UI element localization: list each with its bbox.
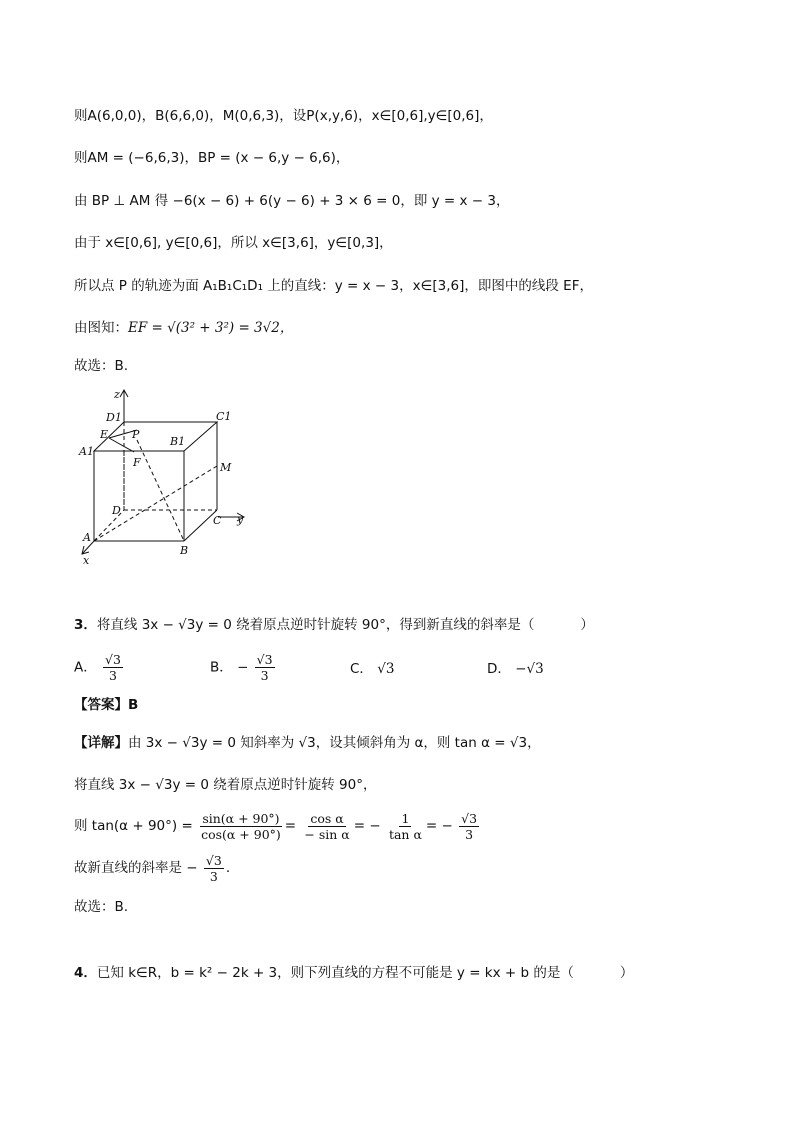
option-a-num: √3: [105, 652, 121, 667]
option-a-den: 3: [109, 668, 117, 683]
label-A: A: [83, 531, 91, 544]
option-b-label: B．: [210, 659, 233, 676]
detail3-prefix: 则 tan(α + 90°) =: [74, 818, 193, 834]
option-d[interactable]: [487, 659, 544, 679]
answer-tag: 【答案】: [74, 697, 128, 713]
q3-text: 将直线 3x − √3y = 0 绕着原点逆时针旋转 90°，得到新直线的斜率是（: [96, 617, 535, 633]
detail-tag: 【详解】: [74, 735, 128, 751]
f5-num: √3: [205, 852, 222, 868]
q4-number: 4．: [74, 965, 97, 981]
detail-line-1: [74, 733, 541, 753]
q3-close: ）: [580, 617, 594, 633]
f3-num: 1: [401, 810, 410, 826]
detail4-suffix: .: [225, 860, 231, 876]
f4-den: 3: [465, 826, 474, 842]
q3-stem: [74, 615, 594, 635]
label-P: P: [132, 428, 140, 441]
solution-line-2: 则AM = (−6,6,3)，BP = (x − 6,y − 6,6)，: [74, 150, 350, 166]
label-B: B: [180, 544, 189, 557]
solution-line-5: 所以点 P 的轨迹为面 A₁B₁C₁D₁ 上的直线：y = x − 3，x∈[3,6]，即图中的线段 EF，: [74, 278, 593, 294]
option-b-den: 3: [260, 668, 269, 683]
q4-text: 已知 k∈R，b = k² − 2k + 3，则下列直线的方程不可能是 y = kx + b 的是（: [96, 965, 574, 981]
detail-text-1: 由 3x − √3y = 0 知斜率为 √3，设其倾斜角为 α，则 tan α = √3，: [128, 735, 541, 751]
detail-line-4: [74, 850, 230, 886]
option-b-sign: −: [237, 659, 249, 676]
f1-den: cos(α + 90°): [201, 826, 281, 842]
line6-expr: EF = √(3² + 3²) = 3√2，: [128, 320, 294, 336]
q4-stem: [74, 963, 633, 983]
option-c-label: C．: [350, 661, 373, 677]
answer-line: [74, 695, 138, 715]
label-z: z: [114, 388, 120, 401]
solution-line-4: 由于 x∈[0,6], y∈[0,6]，所以 x∈[3,6]，y∈[0,3]，: [74, 235, 393, 251]
solution-line-1: 则A(6,0,0)，B(6,6,0)，M(0,6,3)，设P(x,y,6)，x∈[0,6],y∈[0,6]，: [74, 108, 493, 124]
label-y: y: [237, 513, 244, 526]
detail4-prefix: 故新直线的斜率是 −: [74, 860, 198, 876]
option-c-value: √3: [377, 661, 395, 677]
detail-line-3: 则 tan(α + 90°) = $\frac{\sin(\alpha + 90^\circ)}{\cos(\alpha + 90^\circ)}$ = $\frac{\text{cos α}}{\text{− sin α}}$ = − $\frac{1}{\text{tan α}}$ = − $\frac{√3}{3}$: [74, 810, 478, 842]
f3-den: tan α: [388, 826, 422, 842]
label-F: F: [133, 456, 141, 469]
line6-prefix: 由图知：: [74, 320, 128, 336]
q4-close: ）: [619, 965, 634, 981]
option-c[interactable]: [350, 659, 394, 679]
label-A1: A1: [79, 445, 94, 458]
f2-den: − sin α: [304, 826, 350, 842]
option-a[interactable]: [74, 652, 125, 683]
f5-den: 3: [209, 868, 218, 884]
answer-value: B: [128, 697, 139, 713]
option-b[interactable]: [210, 652, 277, 683]
label-D: D: [112, 504, 121, 517]
label-C1: C1: [216, 410, 232, 423]
f2-num: cos α: [310, 810, 344, 826]
solution-line-6: [74, 318, 293, 338]
label-M: M: [220, 461, 232, 474]
solution-line-7: 故选：B.: [74, 358, 129, 374]
q3-final: 故选：B.: [74, 899, 129, 915]
label-B1: B1: [170, 435, 186, 448]
option-d-value: −√3: [515, 661, 544, 677]
option-d-label: D．: [487, 661, 511, 677]
label-x: x: [83, 554, 90, 567]
detail-line-2: 将直线 3x − √3y = 0 绕着原点逆时针旋转 90°，: [74, 777, 377, 793]
f1-num: sin(α + 90°): [202, 810, 280, 826]
q3-number: 3．: [74, 617, 97, 633]
solution-line-3: 由 BP ⊥ AM 得 −6(x − 6) + 6(y − 6) + 3 × 6 = 0，即 y = x − 3，: [74, 193, 510, 209]
option-a-label: A．: [74, 659, 97, 676]
label-E: E: [100, 428, 109, 441]
f4-num: √3: [461, 810, 478, 826]
option-b-num: √3: [256, 652, 273, 667]
label-C: C: [213, 514, 222, 527]
label-D1: D1: [106, 411, 122, 424]
cube-figure: [74, 382, 264, 568]
